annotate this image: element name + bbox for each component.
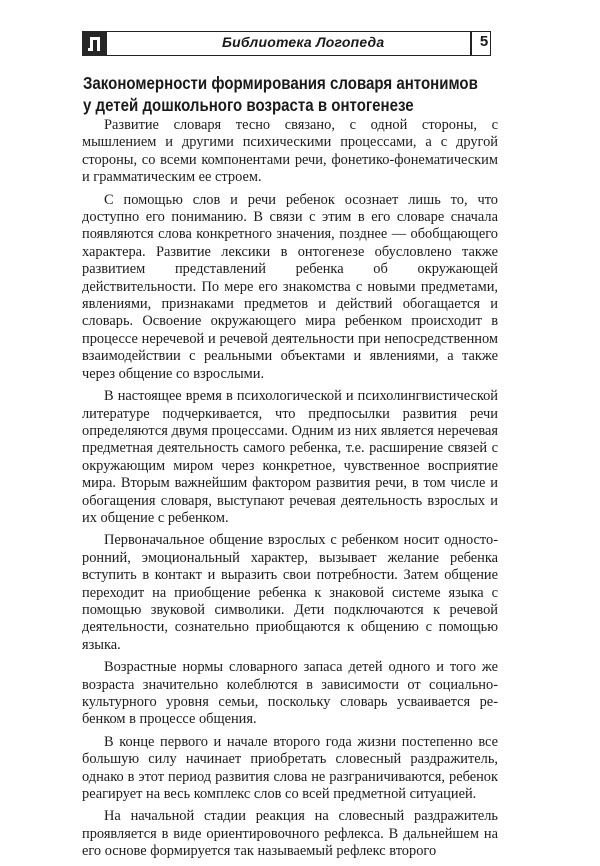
body-text [82,117,498,866]
paragraph: С помощью слов и речи ребенок осознает лишь то, что доступно его пониманию. В связи с этим в его словаре сначала появляются слова конкретного значения, позднее — обобщающего характера. Развитие лексики в онтогенезе обусловлено также развитием представлений ребенка об окружающей действительности. По мере его знакомства с новыми предметами, явлениями, признаками предметов и действий обогащается и словарь. Освоение окружающего мира ребенком происходит в процессе неречевой и речевой деятельности при непосредственном взаимодействии с реальными объектами и явлениями, а также через общение со взрослыми. [82,191,498,382]
paragraph: Развитие словаря тесно связано, с одной стороны, с мышлением и другими психическими процессами, а с другой стороны, со всеми компонентами речи, фонетико-фонематическим и грамматическим ее строем. [82,117,498,186]
chapter-title [83,72,478,116]
header-divider [470,31,472,56]
running-header-title: Библиотека Логопеда [222,34,385,50]
letter-l-logo-icon [88,36,102,52]
paragraph: На начальной стадии реакция на словесный раздражитель проявляется в виде ориентировочного рефлекса. В дальнейшем на его основе формируется так называемый рефлекс второго [82,808,498,860]
paragraph: В настоящее время в психологической и психолингвистической литературе подчеркивается, что предпосылки развития речи определяются двумя процессами. Одним из них является неречевая предметная деятельность самого ребенка, т.е. расширение связей с окружающим миром через конкретное, чувственное восприятие мира. Вторым важнейшим фактором развития речи, в том числе и обогащения словаря, выступают речевая деятельность взрослых и их общение с ребенком. [82,388,498,526]
chapter-title-line-2: у детей дошкольного возраста в онтогенезе [83,95,414,115]
chapter-title-line-1: Закономерности формирования словаря антонимов [83,73,478,93]
paragraph: Возрастные нормы словарного запаса детей одного и того же возраста значительно колеблются в зависимости от социально-культурного уровня семьи, поскольку словарь усваивается ребенком в процессе общения. [82,659,498,728]
page-number: 5 [479,33,489,50]
paragraph: Первоначальное общение взрослых с ребенком носит односторонний, эмоциональный характер, вызывает желание ребенка вступить в контакт и выразить свои потребности. Затем общение переходит на приобщение ребенка к знаковой системе языка с помощью звуковой символики. Дети подключаются к речевой деятельности, сознательно приобщаются к общению с помощью языка. [82,532,498,653]
paragraph: В конце первого и начале второго года жизни постепенно все большую силу начинает приобретать словесный раздражитель, однако в этот период развития слова не разграничиваются, ребенок реагирует на весь комплекс слов со всей предметной ситуацией. [82,733,498,803]
library-logo [82,31,107,56]
